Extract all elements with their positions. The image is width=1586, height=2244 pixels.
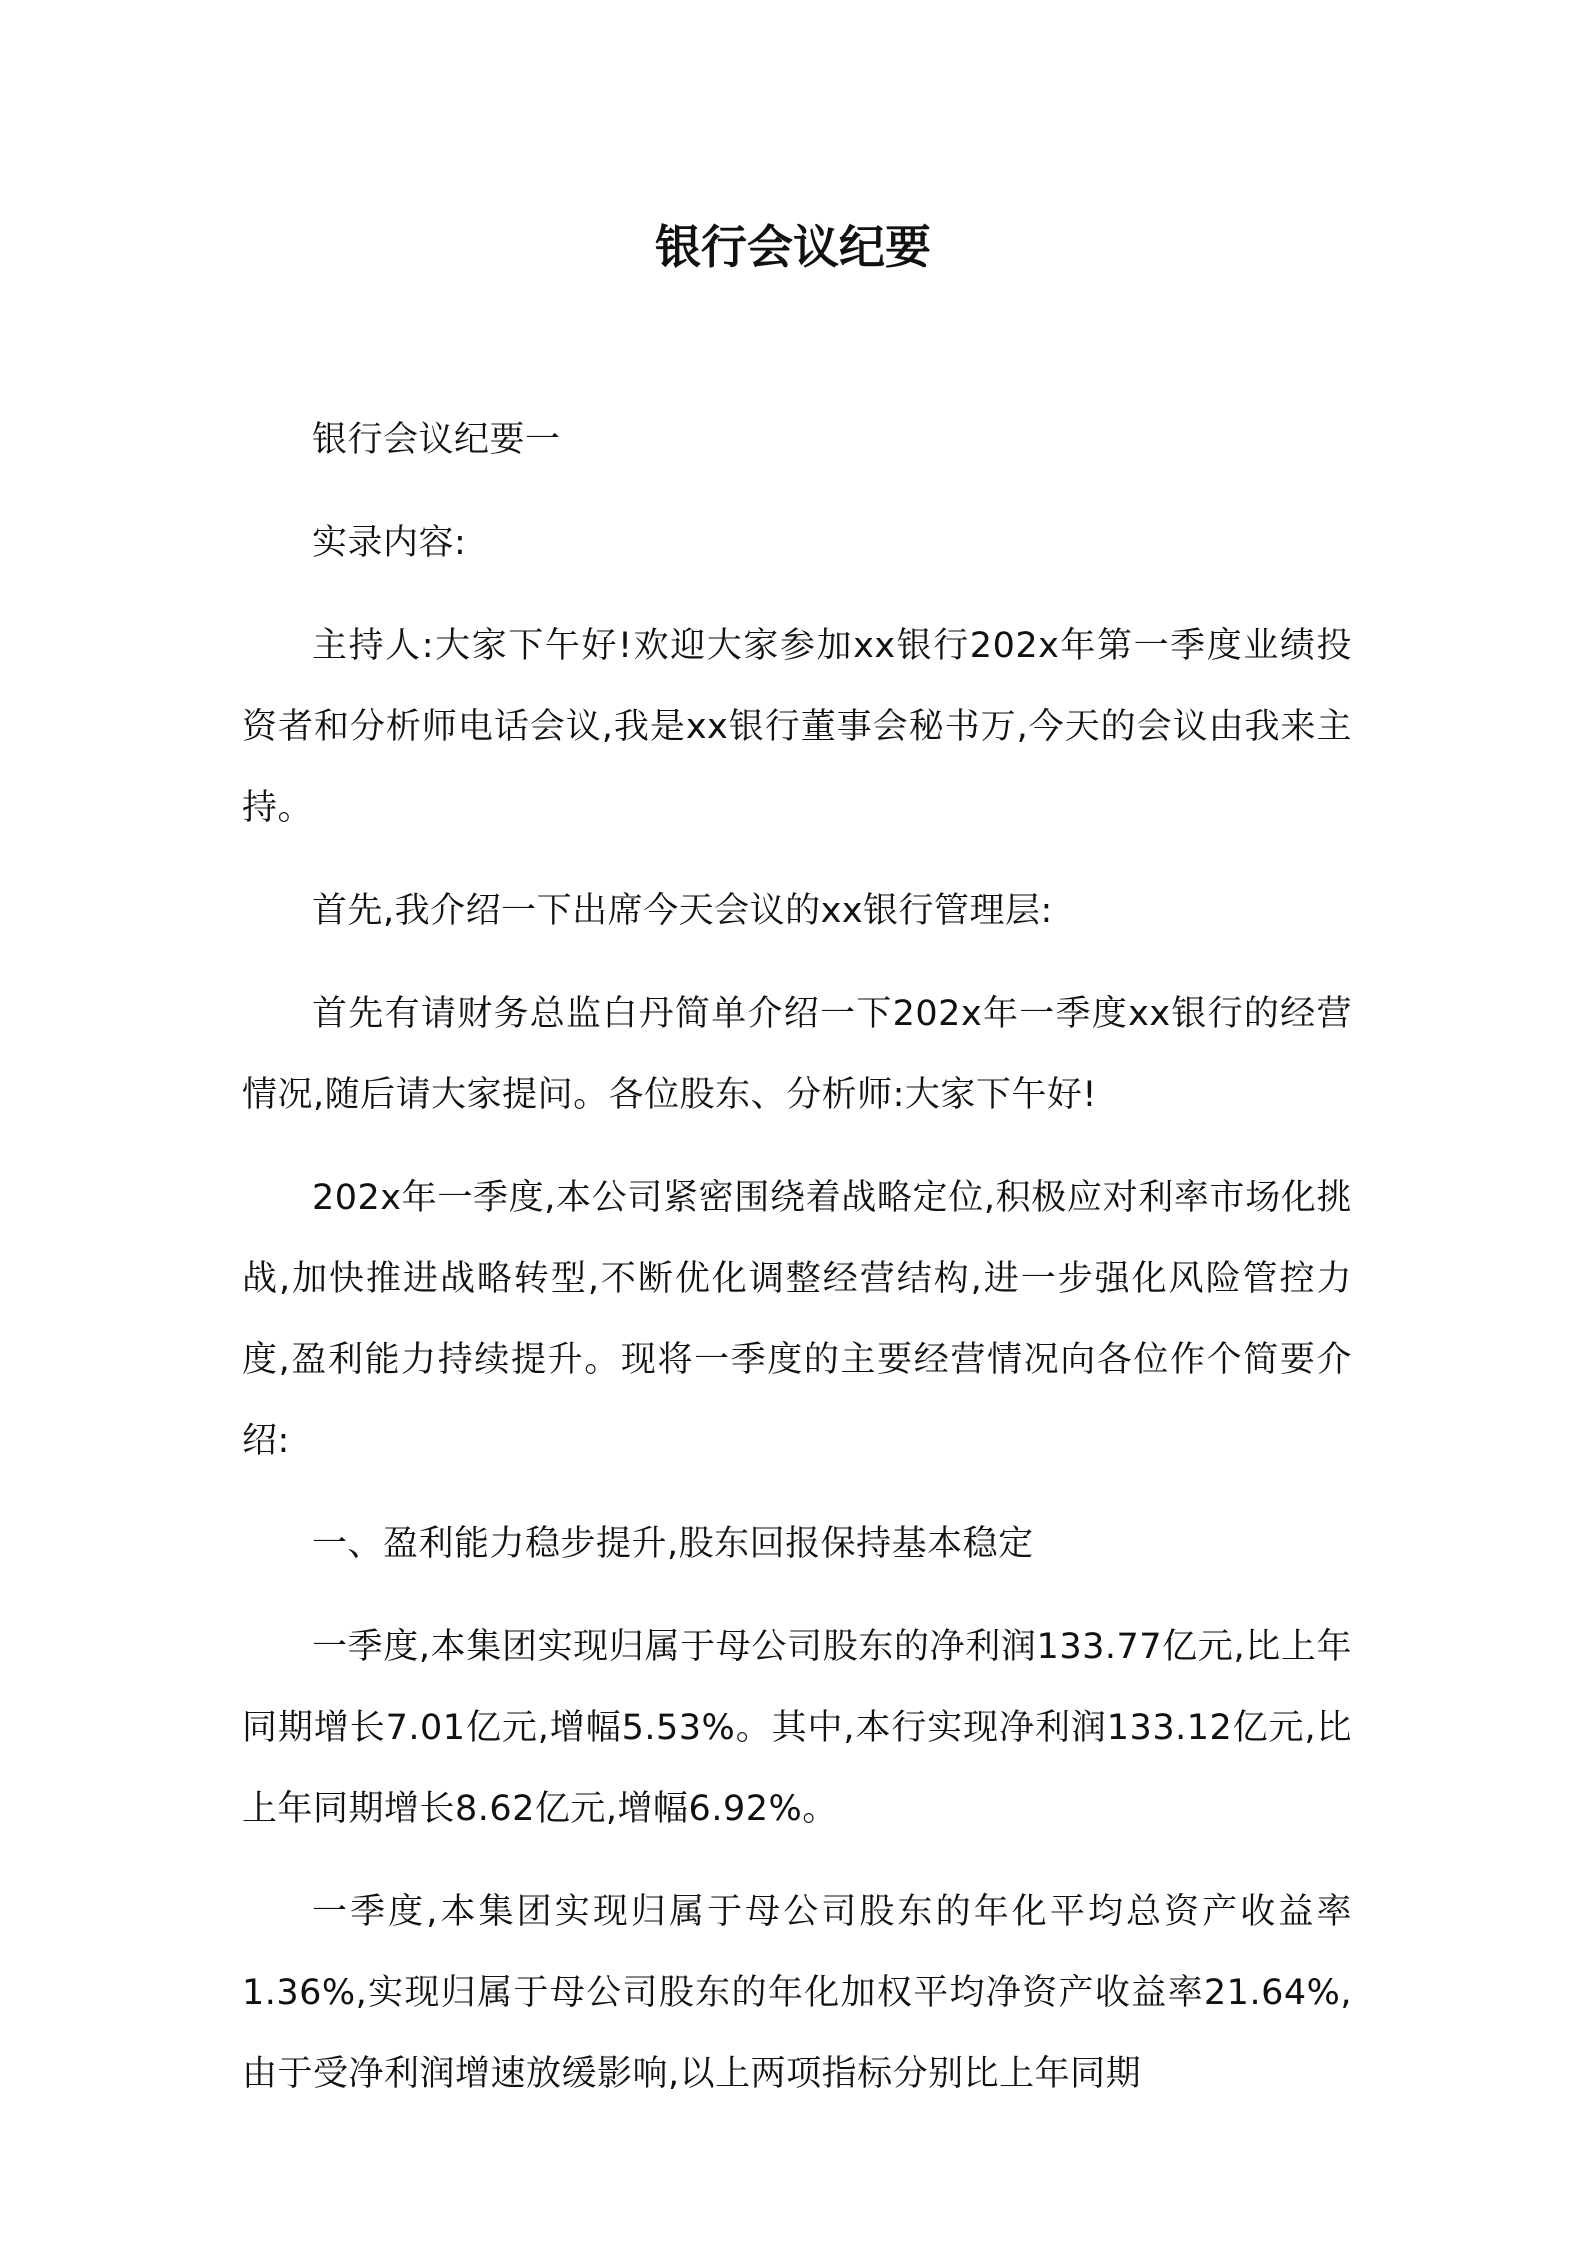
paragraph-point-one-heading: 一、盈利能力稳步提升,股东回报保持基本稳定 xyxy=(312,1524,1034,1564)
paragraph-net-profit: 一季度,本集团实现归属于母公司股东的净利润133.77亿元,比上年同期增长7.01亿元,增幅5.53%。其中,本行实现净利润133.12亿元,比上年同期增长8.62亿元,增幅6.92%。 xyxy=(242,1627,1352,1829)
document-body xyxy=(242,400,1352,2115)
paragraph-section-heading: 银行会议纪要一 xyxy=(312,420,561,460)
paragraph-return-rates: 一季度,本集团实现归属于母公司股东的年化平均总资产收益率1.36%,实现归属于母公司股东的年化加权平均净资产收益率21.64%,由于受净利润增速放缓影响,以上两项指标分别比上年同期 xyxy=(242,1892,1352,2094)
paragraph-cfo-intro: 首先有请财务总监白丹简单介绍一下202x年一季度xx银行的经营情况,随后请大家提问。各位股东、分析师:大家下午好! xyxy=(242,994,1352,1115)
paragraph-q1-overview: 202x年一季度,本公司紧密围绕着战略定位,积极应对利率市场化挑战,加快推进战略转型,不断优化调整经营结构,进一步强化风险管控力度,盈利能力持续提升。现将一季度的主要经营情况向各位作个简要介绍: xyxy=(242,1178,1352,1461)
paragraph-host-opening: 主持人:大家下午好!欢迎大家参加xx银行202x年第一季度业绩投资者和分析师电话会议,我是xx银行董事会秘书万,今天的会议由我来主持。 xyxy=(242,626,1352,828)
document-title: 银行会议纪要 xyxy=(655,220,931,274)
paragraph-management-intro: 首先,我介绍一下出席今天会议的xx银行管理层: xyxy=(312,891,1053,931)
paragraph-record-label: 实录内容: xyxy=(312,523,467,563)
